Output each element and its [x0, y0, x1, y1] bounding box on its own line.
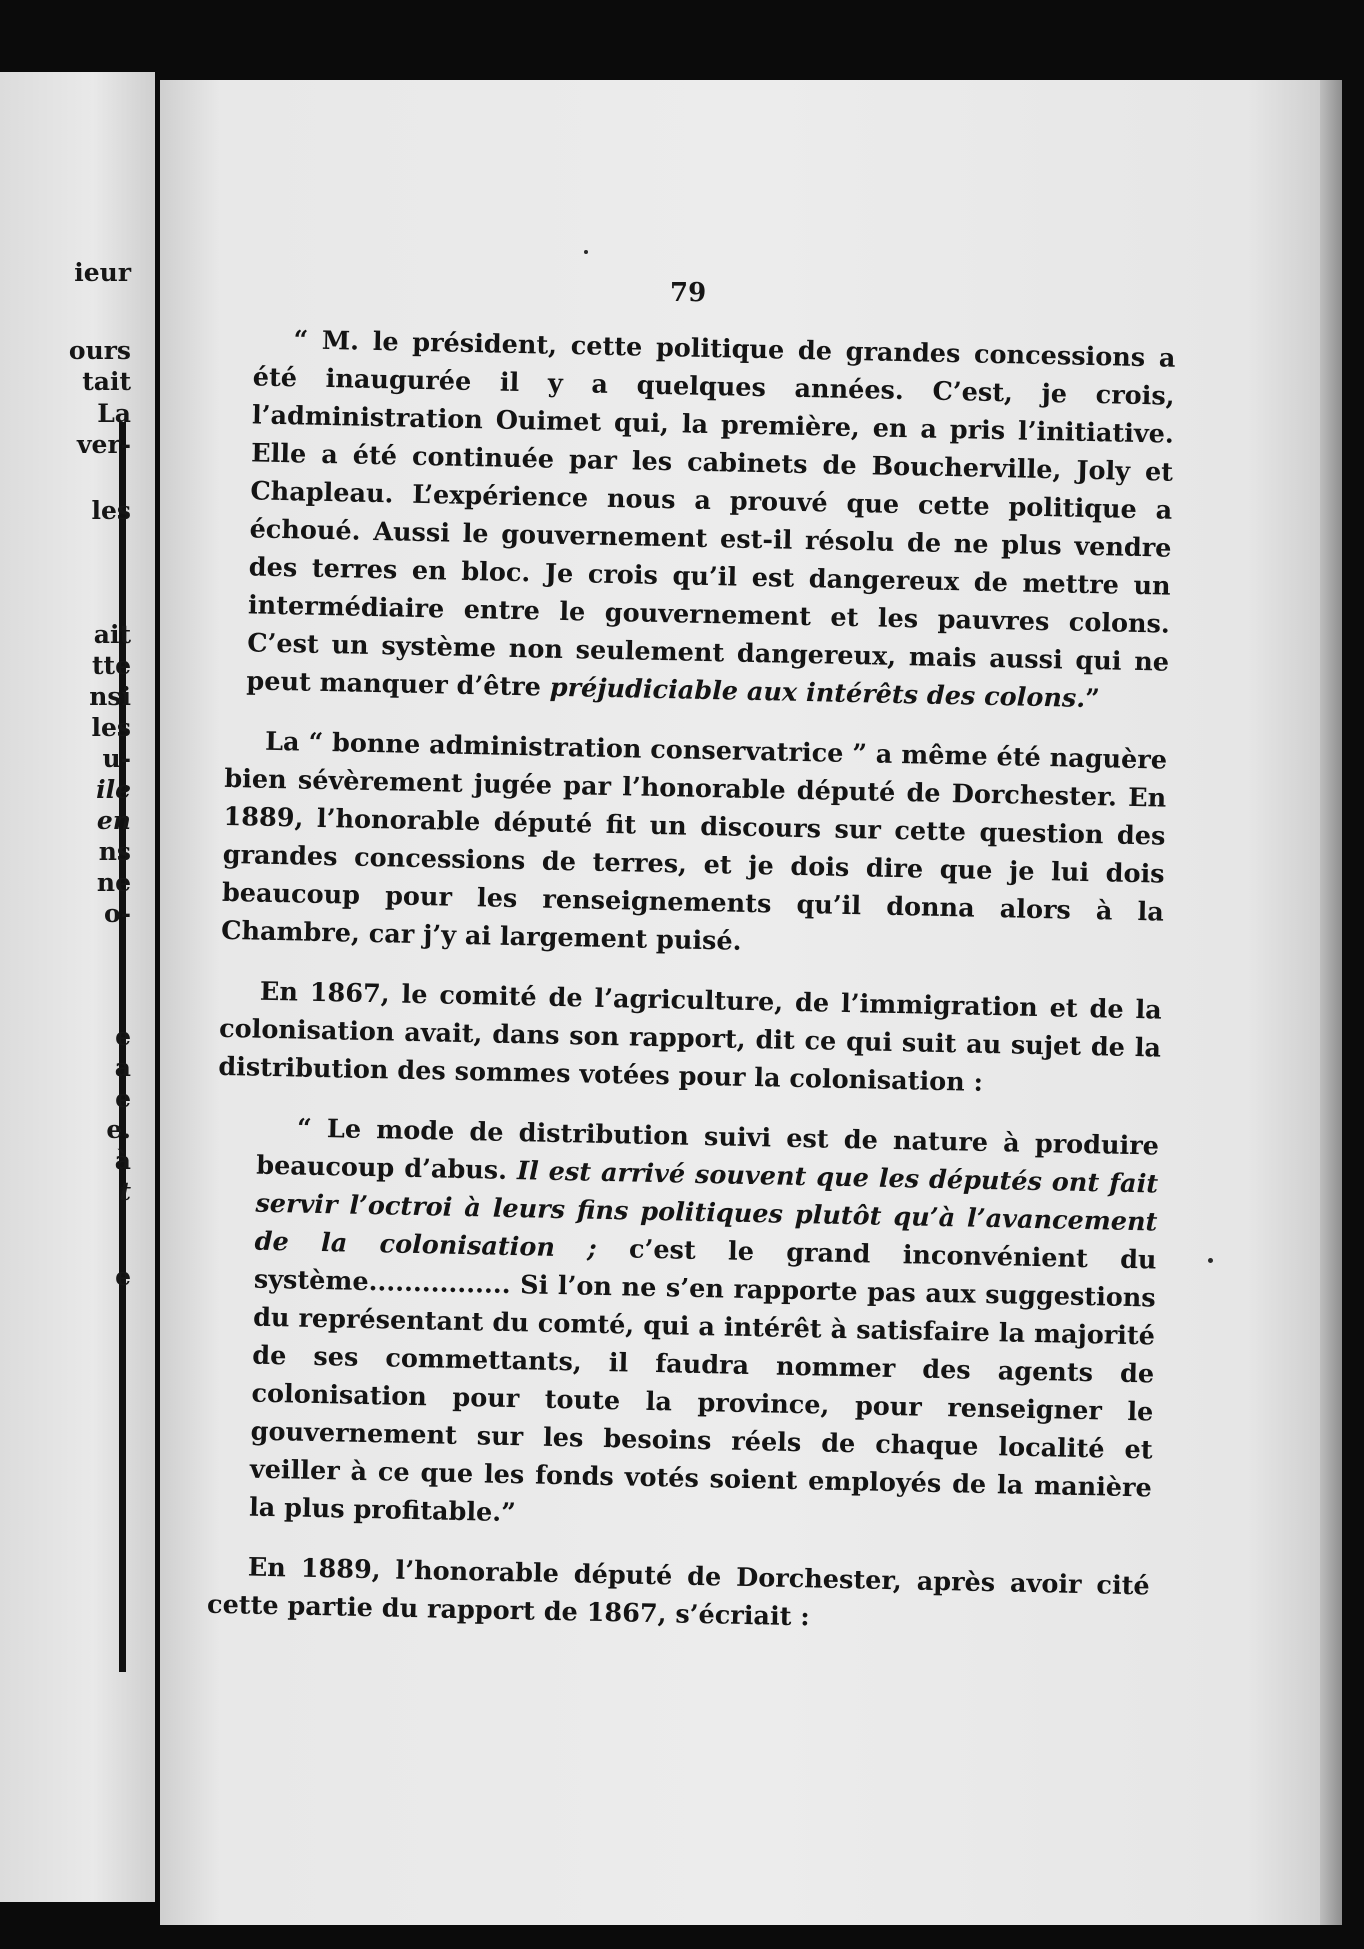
left-page-fragment: ne: [96, 868, 131, 897]
page-edge-shadow: [1320, 80, 1342, 1925]
left-page-fragment: en: [96, 806, 131, 835]
left-page-fragment: u-: [102, 744, 131, 773]
page-number: 79: [670, 278, 707, 308]
book-page: [160, 80, 1342, 1925]
block-quote-report: [249, 1109, 1160, 1546]
speck-mark: [584, 250, 588, 254]
left-page-fragment: tait: [82, 367, 131, 396]
left-page-fragment: les: [91, 713, 131, 742]
left-page-fragment: nsi: [89, 682, 131, 711]
left-page-fragment: La: [97, 399, 131, 428]
left-page-fragment: e: [115, 1084, 131, 1113]
speck-mark: [1208, 1258, 1213, 1263]
left-page-fragment: e.: [106, 1115, 131, 1144]
left-page-fragment: ait: [93, 620, 131, 649]
left-page-fragment: a: [114, 1053, 131, 1082]
left-page-fragment: o-: [103, 899, 131, 928]
left-page-fragment: ns: [98, 837, 131, 866]
page-body: [206, 320, 1176, 1665]
left-page-fragment: ours: [68, 336, 131, 365]
paragraph-conservative-admin: La “ bonne administration conservatrice ” a même été naguère bien sévèrement jugée par l’honorable député de Dorchester. En 1889, l’honorable député fit un discours sur cette question des grandes concessions de terres, et je dois dire que je lui dois beaucoup pour les renseignements qu’il donna alors à la Chambre, car j’y ai largement puisé.: [220, 726, 1168, 957]
left-page-fragment: à: [114, 1146, 131, 1175]
left-page-fragment: ieur: [74, 258, 131, 287]
paragraph-dorchester-1889: En 1889, l’honorable député de Dorchester, après avoir cité cette partie du rapport de 1867, s’écriait :: [206, 1552, 1150, 1633]
quote-text: “ Le mode de distribution suivi est de nature à produire beaucoup d’abus.: [255, 1113, 1160, 1186]
paragraph-italic: préjudiciable aux intérêts des colons.: [549, 672, 1086, 714]
left-page-fragment: ver-: [77, 430, 131, 459]
quote-text-rest: c’est le grand inconvénient du système................ Si l’on ne s’en rapporte pas aux suggestions du représentant du comté, qui a intérêt à satisfaire la majorité de ses commettants, il faudra nommer des agents de colonisation pour toute la province, pour renseigner le gouvernement sur les besoins réels de chaque localité et veiller à ce que les fonds votés soient employés de la manière la plus profitable.”: [248, 1234, 1157, 1529]
left-page-edge: [0, 72, 155, 1902]
paragraph-text: “ M. le président, cette politique de grandes concessions a été inaugurée il y a quelques années. C’est, je crois, l’administration Ouimet qui, la première, en a pris l’initiative. Elle a été continuée par les cabinets de Boucherville, Joly et Chapleau. L’expérience nous a prouvé que cette politique a échoué. Aussi le gouvernement est-il résolu de ne plus vendre des terres en bloc. Je crois qu’il est dangereux de mettre un intermédiaire entre le gouvernement et les pauvres colons. C’est un système non seulement dangereux, mais aussi qui ne peut manquer d’être: [246, 325, 1176, 703]
left-page-fragment: e: [115, 1022, 131, 1051]
paragraph-quote-speech: [246, 320, 1176, 719]
closing-quote: ”: [1084, 683, 1101, 715]
left-page-fragment: tte: [91, 651, 131, 680]
left-page-fragment: ile: [96, 775, 131, 804]
paragraph-committee-1867: En 1867, le comité de l’agriculture, de l’immigration et de la colonisation avait, dans son rapport, dit ce qui suit au sujet de la distribution des sommes votées pour la colonisation :: [218, 976, 1163, 1098]
quote-italic: Il est arrivé souvent que les députés ont fait servir l’octroi à leurs fins politiques plutôt qu’à l’avancement de la colonisation ;: [254, 1156, 1159, 1264]
left-page-fragment: t: [119, 1177, 131, 1206]
left-page-fragment: les: [91, 496, 131, 525]
left-page-fragment: e: [115, 1262, 131, 1291]
